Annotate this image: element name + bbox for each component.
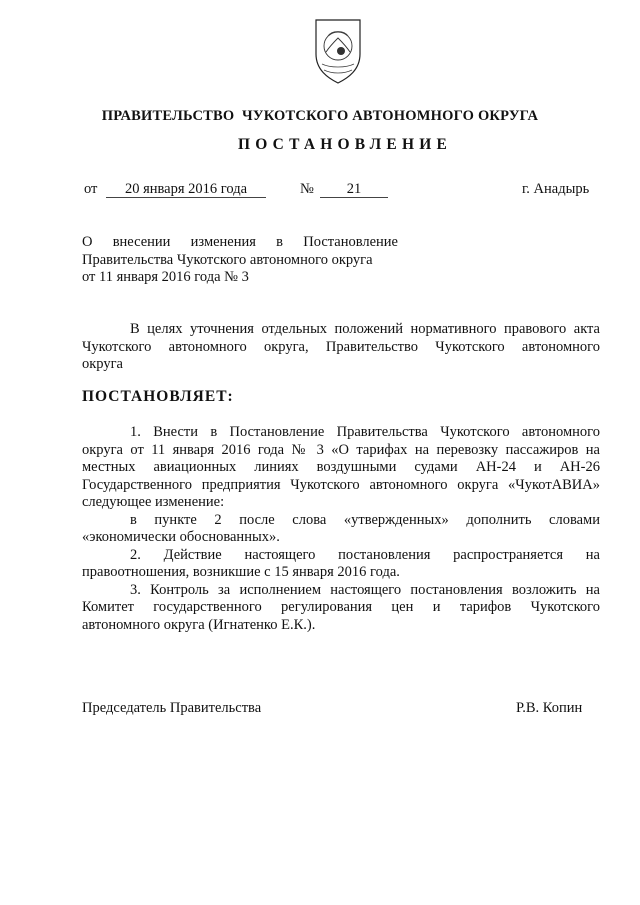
document-subject xyxy=(82,234,398,287)
signatory-name: Р.В. Копин xyxy=(516,700,583,716)
subject-line: О внесении изменения в Постановление xyxy=(82,234,398,250)
item-1-line: округа от 11 января 2016 года № 3 «О тарифах на перевозку пассажиров на xyxy=(82,441,600,458)
document-type-title: ПОСТАНОВЛЕНИЕ xyxy=(237,136,453,153)
item-1-line: 1. Внести в Постановление Правительства Чукотского автономного xyxy=(130,424,600,440)
item-1-line: местных авиационных линиях воздушными судами АН-24 и АН-26 xyxy=(82,459,600,475)
item-3-line: автономного округа (Игнатенко Е.К.). xyxy=(82,616,316,633)
preamble-line: В целях уточнения отдельных положений нормативного правового акта xyxy=(130,321,600,337)
chukotka-coat-of-arms-icon xyxy=(310,16,366,86)
item-1-change-line: «экономически обоснованных». xyxy=(82,529,280,545)
subject-line: от 11 января 2016 года № 3 xyxy=(82,269,249,285)
date-prefix: от xyxy=(84,181,98,197)
number-prefix: № xyxy=(300,181,314,197)
signature-row xyxy=(0,700,640,720)
document-number-value: 21 xyxy=(346,181,362,197)
item-2-line: правоотношения, возникшие с 15 января 2016 года. xyxy=(82,564,400,580)
document-meta-row xyxy=(0,181,640,201)
preamble-line: Чукотского автономного округа, Правительство Чукотского автономного xyxy=(82,338,600,355)
item-3-line: Комитет государственного регулирования цен и тарифов Чукотского xyxy=(82,599,600,615)
item-1-change-line: в пункте 2 после слова «утвержденных» дополнить словами xyxy=(130,511,600,528)
document-date xyxy=(106,181,266,198)
decree-item-1 xyxy=(82,424,600,634)
subject-line: Правительства Чукотского автономного округа xyxy=(82,251,373,268)
item-2-line: 2. Действие настоящего постановления распространяется на xyxy=(130,546,600,563)
signatory-position: Председатель Правительства xyxy=(82,700,262,716)
item-1-line: Государственного предприятия Чукотского автономного округа «ЧукотАВИА» xyxy=(82,476,600,493)
item-3-line: 3. Контроль за исполнением настоящего постановления возложить на xyxy=(130,581,600,598)
document-number xyxy=(320,181,388,198)
decree-heading: ПОСТАНОВЛЯЕТ: xyxy=(82,388,234,405)
organization-title: ПРАВИТЕЛЬСТВО ЧУКОТСКОГО АВТОНОМНОГО ОКРУГА xyxy=(101,108,539,124)
document-date-value: 20 января 2016 года xyxy=(124,181,248,197)
item-1-line: следующее изменение: xyxy=(82,494,225,510)
preamble-paragraph xyxy=(82,321,600,374)
preamble-line: округа xyxy=(82,356,123,372)
document-city: г. Анадырь xyxy=(522,181,590,197)
